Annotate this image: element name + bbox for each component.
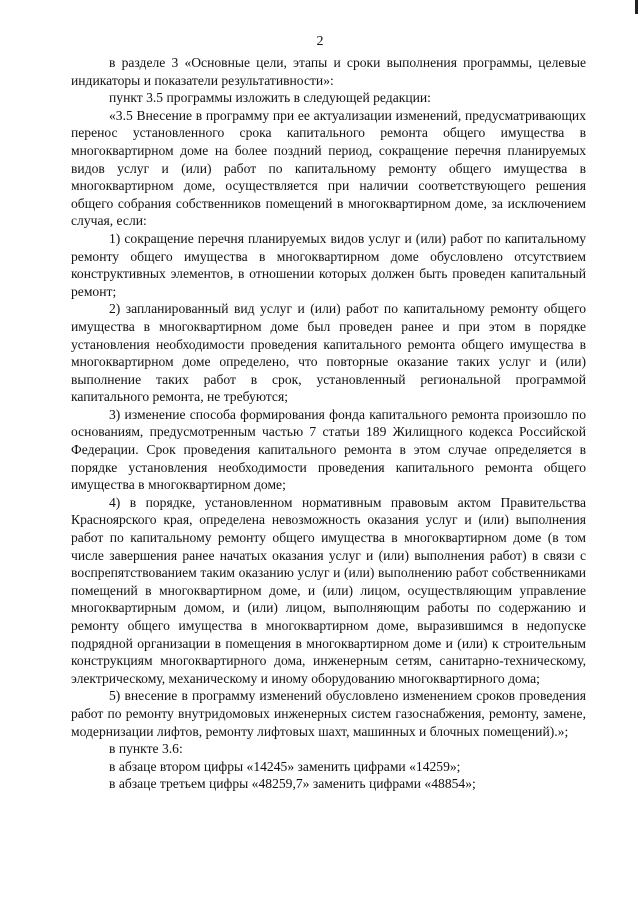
paragraph-item-3-5-intro: пункт 3.5 программы изложить в следующей редакции: xyxy=(109,90,431,106)
paragraph-item-3-6-abzac-3: в абзаце третьем цифры «48259,7» заменить цифрами «48854»; xyxy=(109,776,476,792)
list-item-4: 4) в порядке, установленном нормативным правовым актом Правительства Красноярского края, определена невозможность оказания услуг и (или) выполнения работ по капитальному ремонту общего имущества в многоквартирном доме (в том числе завершения ранее начатых оказания услуг и (или) выполнения работ) в связи с воспрепятствованием таким оказанию услуг и (или) выполнению работ собственниками помещений в многоквартирном доме, и (или) лицом, осуществляющим управление многоквартирным домом, и (или) лицом, выполняющим работы по содержанию и ремонту общего имущества в многоквартирном доме, выразившимся в недопуске подрядной организации в помещения в многоквартирном доме и (или) к строительным конструкциям многоквартирного дома, инженерным сетям, санитарно-техническому, электрическому, механическому и иному оборудованию многоквартирного дома; xyxy=(71,494,586,686)
scan-edge-mark xyxy=(635,0,638,14)
paragraph-item-3-6-intro: в пункте 3.6: xyxy=(109,741,183,757)
page-number: 2 xyxy=(316,34,324,49)
document-body xyxy=(71,54,586,793)
list-item-2: 2) запланированный вид услуг и (или) работ по капитальному ремонту общего имущества в многоквартирном доме был проведен ранее и при этом в порядке установления необходимости проведения капитального ремонта общего имущества в многоквартирном доме определено, что повторные оказание таких услуг и (или) выполнение таких работ в срок, установленный региональной программой капитального ремонта, не требуются; xyxy=(71,301,586,405)
paragraph-section-3-intro: в разделе 3 «Основные цели, этапы и сроки выполнения программы, целевые индикаторы и показатели результативности»: xyxy=(71,55,586,88)
list-item-1: 1) сокращение перечня планируемых видов услуг и (или) работ по капитальному ремонту общего имущества в многоквартирном доме обусловлено отсутствием конструктивных элементов, в отношении которых должен быть проведен капитальный ремонт; xyxy=(71,230,586,299)
list-item-3: 3) изменение способа формирования фонда капитального ремонта произошло по основаниям, предусмотренным частью 7 статьи 189 Жилищного кодекса Российской Федерации. Срок проведения капитального ремонта в этом случае определяется в порядке установления необходимости проведения капитального ремонта общего имущества в многоквартирном доме; xyxy=(71,406,586,493)
list-item-5: 5) внесение в программу изменений обусловлено изменением сроков проведения работ по ремонту внутридомовых инженерных систем газоснабжения, ремонту, замене, модернизации лифтов, ремонту лифтовых шахт, машинных и блочных помещений).»; xyxy=(71,688,586,739)
paragraph-item-3-5-text: «3.5 Внесение в программу при ее актуализации изменений, предусматривающих перенос установленного срока капитального ремонта общего имущества в многоквартирном доме на более поздний период, сокращение перечня планируемых видов услуг и (или) работ по капитальному ремонту общего имущества в многоквартирном доме, осуществляется при наличии соответствующего решения общего собрания собственников помещений в многоквартирном доме, за исключением случая, если: xyxy=(71,107,586,229)
paragraph-item-3-6-abzac-2: в абзаце втором цифры «14245» заменить цифрами «14259»; xyxy=(109,758,461,774)
